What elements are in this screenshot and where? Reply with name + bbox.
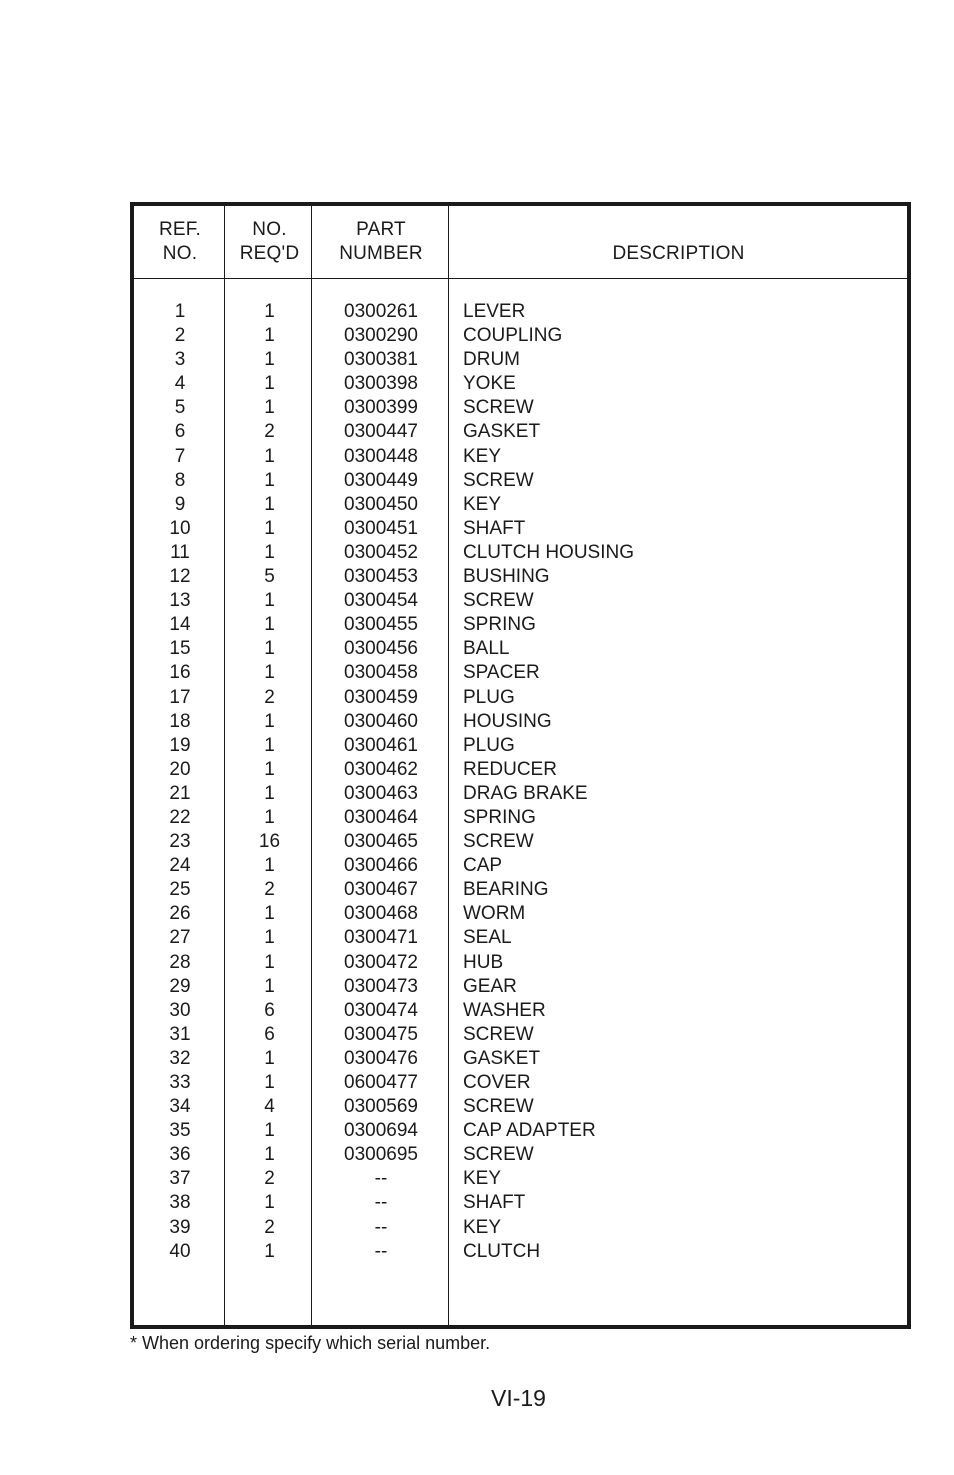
description-cell: SHAFT [463, 1192, 526, 1214]
table-row [134, 830, 907, 854]
part-number-cell: 0300466 [344, 855, 418, 877]
table-row [134, 878, 907, 902]
description-cell: GASKET [463, 421, 541, 443]
table-row [134, 372, 907, 396]
table-row [134, 926, 907, 950]
part-number-cell: 0300453 [344, 566, 418, 588]
part-number-cell: 0300462 [344, 758, 418, 780]
description-cell: LEVER [463, 301, 526, 322]
table-row [134, 589, 907, 613]
ref-no-cell: 28 [169, 951, 191, 973]
description-cell: BUSHING [463, 566, 550, 588]
description-cell: GASKET [463, 1047, 541, 1069]
table-row [134, 734, 907, 758]
qty-cell: 1 [264, 782, 275, 804]
part-number-cell: 0300458 [344, 662, 418, 684]
description-cell: WORM [463, 903, 526, 925]
qty-cell: 1 [264, 614, 275, 636]
ref-no-cell: 16 [169, 662, 191, 684]
table-row [134, 1240, 907, 1264]
ref-no-cell: 15 [169, 638, 191, 660]
ref-no-cell: 7 [174, 445, 186, 467]
ref-no-cell: 19 [169, 734, 191, 756]
part-number-cell: 0300448 [344, 445, 418, 467]
part-number-cell: 0300695 [344, 1144, 418, 1166]
qty-cell: 6 [264, 999, 275, 1021]
table-row [134, 637, 907, 661]
header-description [450, 242, 907, 266]
qty-cell: 1 [264, 806, 275, 828]
part-number-cell: -- [374, 1240, 388, 1262]
header-part-number [313, 218, 449, 266]
part-number-cell: 0300569 [344, 1096, 418, 1118]
part-number-cell: 0300474 [344, 999, 418, 1021]
description-cell: YOKE [463, 373, 516, 395]
ref-no-cell: 23 [169, 831, 191, 853]
ref-no-cell: 25 [169, 879, 191, 901]
qty-cell: 1 [264, 975, 275, 997]
part-number-cell: 0300473 [344, 975, 418, 997]
footnote: * When ordering specify which serial number. [130, 1333, 491, 1353]
description-cell: WASHER [463, 999, 546, 1021]
part-number-cell: 0300381 [344, 349, 418, 371]
description-cell: REDUCER [463, 758, 557, 780]
header-no-reqd [226, 218, 313, 266]
part-number-cell: 0300452 [344, 541, 418, 563]
description-cell: SPRING [463, 806, 536, 828]
ref-no-cell: 22 [169, 806, 191, 828]
ref-no-cell: 40 [169, 1240, 191, 1262]
table-row [134, 1095, 907, 1119]
ref-no-cell: 11 [170, 541, 190, 563]
description-cell: SCREW [463, 590, 534, 612]
qty-cell: 1 [264, 662, 275, 684]
qty-cell: 2 [264, 1216, 275, 1238]
table-row [134, 758, 907, 782]
part-number-cell: 0300461 [344, 734, 418, 756]
ref-no-cell: 5 [174, 397, 186, 419]
ref-no-cell: 24 [169, 855, 191, 877]
description-cell: SPRING [463, 614, 536, 636]
qty-cell: 1 [264, 1047, 275, 1069]
description-cell: COUPLING [463, 325, 563, 347]
ref-no-cell: 37 [169, 1168, 191, 1190]
description-cell: SHAFT [463, 517, 526, 539]
qty-cell: 1 [264, 1240, 275, 1262]
table-row [134, 613, 907, 637]
part-number-cell: 0600477 [344, 1072, 418, 1093]
part-number-cell: 0300468 [344, 903, 418, 925]
ref-no-cell: 32 [169, 1047, 191, 1069]
part-number-cell: 0300475 [344, 1023, 418, 1045]
table-row [134, 686, 907, 710]
table-row [134, 324, 907, 348]
description-cell: BALL [463, 638, 510, 660]
part-number-cell: 0300455 [344, 614, 418, 636]
description-cell: PLUG [463, 734, 515, 756]
ref-no-cell: 38 [169, 1192, 191, 1214]
ref-no-cell: 10 [169, 517, 191, 539]
header-part-line1: PART [356, 219, 406, 240]
ref-no-cell: 12 [169, 566, 191, 588]
part-number-cell: 0300472 [344, 951, 418, 973]
qty-cell: 5 [264, 566, 275, 588]
qty-cell: 6 [264, 1023, 275, 1045]
table-row [134, 1143, 907, 1167]
description-cell: CAP ADAPTER [463, 1120, 596, 1142]
table-row [134, 565, 907, 589]
table-row [134, 661, 907, 685]
header-divider [134, 278, 907, 279]
ref-no-cell: 20 [169, 758, 191, 780]
description-cell: SEAL [463, 927, 512, 949]
page-number: VI-19 [491, 1385, 546, 1411]
qty-cell: 2 [264, 879, 275, 901]
header-ref-line2: NO. [162, 243, 198, 264]
table-row [134, 975, 907, 999]
part-number-cell: -- [374, 1168, 388, 1190]
qty-cell: 1 [264, 517, 275, 539]
part-number-cell: 0300447 [344, 421, 418, 443]
qty-cell: 1 [264, 469, 275, 491]
part-number-cell: 0300459 [344, 686, 418, 708]
part-number-cell: 0300467 [344, 879, 418, 901]
qty-cell: 1 [264, 541, 275, 563]
qty-cell: 1 [264, 325, 275, 347]
table-row [134, 902, 907, 926]
qty-cell: 1 [264, 927, 275, 949]
table-row [134, 806, 907, 830]
ref-no-cell: 31 [169, 1023, 191, 1045]
description-cell: BEARING [463, 879, 549, 901]
qty-cell: 1 [264, 951, 275, 973]
description-cell: SCREW [463, 831, 534, 853]
ref-no-cell: 8 [174, 469, 186, 491]
qty-cell: 1 [264, 734, 275, 756]
qty-cell: 1 [264, 638, 275, 660]
description-cell: SCREW [463, 1144, 534, 1166]
table-row [134, 1023, 907, 1047]
description-cell: SPACER [463, 662, 540, 684]
ref-no-cell: 2 [174, 325, 186, 347]
header-part-line2: NUMBER [339, 243, 423, 264]
table-row [134, 445, 907, 469]
part-number-cell: 0300399 [344, 397, 418, 419]
qty-cell: 1 [264, 710, 275, 732]
qty-cell: 1 [264, 301, 275, 322]
ref-no-cell: 13 [169, 590, 191, 612]
description-cell: HUB [463, 951, 504, 973]
description-cell: KEY [463, 493, 502, 515]
part-number-cell: 0300464 [344, 806, 418, 828]
part-number-cell: 0300694 [344, 1120, 418, 1142]
qty-cell: 1 [264, 373, 275, 395]
qty-cell: 2 [264, 1168, 275, 1190]
table-row [134, 517, 907, 541]
part-number-cell: 0300398 [344, 373, 418, 395]
header-qty-line1: NO. [252, 219, 287, 240]
part-number-cell: 0300460 [344, 710, 418, 732]
ref-no-cell: 1 [174, 301, 186, 322]
table-row [134, 854, 907, 878]
table-row [134, 300, 907, 324]
table-row [134, 1071, 907, 1095]
table-row [134, 420, 907, 444]
qty-cell: 1 [264, 349, 275, 371]
table-row [134, 348, 907, 372]
parts-list [134, 300, 907, 1264]
part-number-cell: 0300451 [344, 517, 418, 539]
ref-no-cell: 14 [169, 614, 191, 636]
ref-no-cell: 4 [174, 373, 186, 395]
part-number-cell: 0300261 [344, 301, 418, 322]
header-ref-no [134, 218, 226, 266]
qty-cell: 1 [264, 758, 275, 780]
table-row [134, 1119, 907, 1143]
table-row [134, 469, 907, 493]
qty-cell: 2 [264, 421, 275, 443]
part-number-cell: 0300290 [344, 325, 418, 347]
qty-cell: 4 [264, 1096, 275, 1118]
ref-no-cell: 39 [169, 1216, 191, 1238]
qty-cell: 1 [264, 493, 275, 515]
qty-cell: 1 [264, 1192, 275, 1214]
part-number-cell: 0300476 [344, 1047, 418, 1069]
part-number-cell: 0300450 [344, 493, 418, 515]
table-row [134, 1167, 907, 1191]
ref-no-cell: 9 [174, 493, 186, 515]
table-row [134, 1191, 907, 1215]
table-row [134, 396, 907, 420]
description-cell: DRAG BRAKE [463, 782, 588, 804]
part-number-cell: 0300465 [344, 831, 418, 853]
description-cell: HOUSING [463, 710, 552, 732]
description-cell: SCREW [463, 1023, 534, 1045]
qty-cell: 1 [264, 855, 275, 877]
header-desc-label: DESCRIPTION [612, 243, 745, 264]
part-number-cell: 0300456 [344, 638, 418, 660]
description-cell: COVER [463, 1072, 531, 1093]
qty-cell: 1 [264, 590, 275, 612]
qty-cell: 1 [264, 1120, 275, 1142]
description-cell: PLUG [463, 686, 515, 708]
qty-cell: 1 [264, 397, 275, 419]
qty-cell: 16 [258, 831, 281, 853]
table-row [134, 999, 907, 1023]
table-row [134, 1216, 907, 1240]
part-number-cell: 0300463 [344, 782, 418, 804]
ref-no-cell: 35 [169, 1120, 191, 1142]
table-row [134, 541, 907, 565]
ref-no-cell: 21 [169, 782, 191, 804]
ref-no-cell: 18 [169, 710, 191, 732]
description-cell: KEY [463, 1216, 502, 1238]
description-cell: CLUTCH HOUSING [463, 541, 635, 563]
ref-no-cell: 26 [169, 903, 191, 925]
description-cell: SCREW [463, 469, 534, 491]
ref-no-cell: 36 [169, 1144, 191, 1166]
table-row [134, 493, 907, 517]
ref-no-cell: 33 [169, 1072, 191, 1093]
ref-no-cell: 29 [169, 975, 191, 997]
part-number-cell: -- [374, 1216, 388, 1238]
header-ref-line1: REF. [159, 219, 201, 240]
description-cell: KEY [463, 445, 502, 467]
description-cell: CAP [463, 855, 503, 877]
ref-no-cell: 6 [174, 421, 186, 443]
part-number-cell: 0300454 [344, 590, 418, 612]
description-cell: SCREW [463, 397, 534, 419]
part-number-cell: -- [374, 1192, 388, 1214]
ref-no-cell: 3 [174, 349, 186, 371]
ref-no-cell: 34 [169, 1096, 191, 1118]
qty-cell: 1 [264, 1072, 275, 1093]
table-row [134, 710, 907, 734]
header-qty-line2: REQ'D [239, 243, 300, 264]
qty-cell: 1 [264, 445, 275, 467]
table-row [134, 1047, 907, 1071]
description-cell: CLUTCH [463, 1240, 541, 1262]
qty-cell: 1 [264, 903, 275, 925]
table-row [134, 782, 907, 806]
description-cell: GEAR [463, 975, 517, 997]
ref-no-cell: 30 [169, 999, 191, 1021]
description-cell: DRUM [463, 349, 520, 371]
description-cell: KEY [463, 1168, 502, 1190]
ref-no-cell: 17 [169, 686, 191, 708]
qty-cell: 2 [264, 686, 275, 708]
table-row [134, 951, 907, 975]
description-cell: SCREW [463, 1096, 534, 1118]
part-number-cell: 0300449 [344, 469, 418, 491]
part-number-cell: 0300471 [344, 927, 418, 949]
parts-table [130, 202, 911, 1329]
ref-no-cell: 27 [169, 927, 191, 949]
qty-cell: 1 [264, 1144, 275, 1166]
